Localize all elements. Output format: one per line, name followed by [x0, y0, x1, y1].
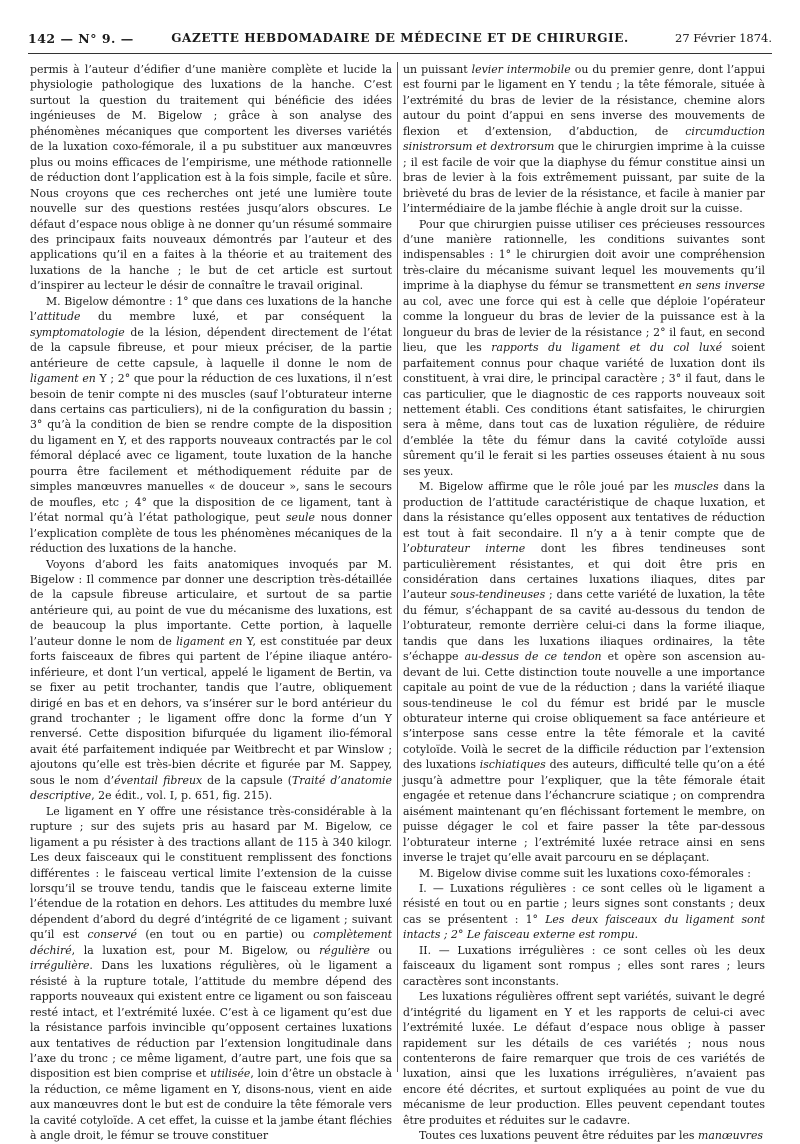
paragraph: Toutes ces luxations peuvent être réduites par les manœuvres [419, 1129, 764, 1143]
paragraph: M. Bigelow démontre : 1° que dans ces luxations de la hanche l’attitude du membre luxé, et par conséquent la symptomatologie de la lésion, dépendent directement de l’état de la capsule fibreuse, et pour mieux préciser, de la partie antérieure de cette capsule, à laquelle il donne le nom de ligament en Y ; 2° que pour la réduction de ces luxations, il n’est besoin de tenir compte ni des muscles (sauf l’obturateur interne dans certains cas particuliers), ni de la configuration du bassin ; 3° qu’à la condition de bien se rendre compte de la disposition du ligament en Y, et des rapports nouveaux contractés par le col fémoral déplacé avec ce ligament, toute luxation de la hanche pourra être facilement et méthodiquement réduite par de simples manœuvres manuelles « de douceur », sans le secours de moufles, etc ; 4° que la disposition de ce ligament, tant à l’état normal qu’à l’état pathologique, peut seule nous donner l’explication complète de tous les phénomènes mécaniques de la réduction des luxations de la hanche. [30, 294, 392, 556]
paragraph: Les luxations régulières offrent sept variétés, suivant le degré d’intégrité du ligament en Y et les rapports de celui-ci avec l’extrémité luxée. Le défaut d’espace nous oblige à passer rapidement sur les détails de ces variétés ; nous nous contenterons de faire remarquer que trois de ces variétés de luxation, ainsi que les luxations irrégulières, n’avaient pas encore été décrites, et surtout expliquées au point de vue du mécanisme de leur production. Elles peuvent cependant toutes être produites et réduites sur le cadavre. [403, 990, 765, 1127]
header-rule [28, 53, 772, 54]
paragraph: II. — Luxations irrégulières : ce sont celles où les deux faisceaux du ligament sont rompus ; elles sont rares ; leurs caractères sont inconstants. [403, 943, 765, 988]
left-column [30, 62, 393, 1143]
paragraph: Voyons d’abord les faits anatomiques invoqués par M. Bigelow : Il commence par donner une description très-détaillée de la capsule fibreuse articulaire, et surtout de sa partie antérieure qui, au point de vue du mécanisme des luxations, est de beaucoup la plus importante. Cette portion, à laquelle l’auteur donne le nom de ligament en Y, est constituée par deux forts faisceaux de fibres qui partent de l’épine iliaque antéro-inférieure, et dont l’un vertical, appelé le ligament de Bertin, va se fixer au petit trochanter, tandis que l’autre, obliquement dirigé en bas et en dehors, va s’insérer sur le bord antérieur du grand trochanter ; le ligament offre donc la forme d’un Y renversé. Cette disposition bifurquée du ligament ilio-fémoral avait été parfaitement indiquée par Weitbrecht et par Winslow ; ajoutons qu’elle est très-bien décrite et figurée par M. Sappey, sous le nom d’éventail fibreux de la capsule (Traité d’anatomie descriptive, 2e édit., vol. I, p. 651, fig. 215). [30, 557, 393, 803]
running-header [28, 22, 772, 54]
journal-title: GAZETTE HEBDOMADAIRE DE MÉDECINE ET DE CHIRURGIE. [171, 31, 629, 45]
paragraph: Pour que chirurgien puisse utiliser ces précieuses ressources d’une manière rationnelle, les conditions suivantes sont indispensables : 1° le chirurgien doit avoir une compréhension très-claire du mécanisme suivant lequel les mouvements qu’il imprime à la diaphyse du fémur se transmettent en sens inverse au col, avec une force qui est à celle que déploie l’opérateur comme la longueur du bras de levier de la puissance est à la longueur du bras de levier de la résistance ; 2° il faut, en second lieu, que les rapports du ligament et du col luxé soient parfaitement connus pour chaque variété de luxation dont ils constituent, à vrai dire, le principal caractère ; 3° il faut, dans le cas particulier, que le diagnostic de ces rapports nouveaux soit nettement établi. Ces conditions étant satisfaites, le chirurgien sera à même, dans tout cas de luxation régulière, de réduire d’emblée la tête du fémur dans la cavité cotyloïde aussi sûrement qu’il le ferait si les parties osseuses étaient à nu sous ses yeux. [403, 217, 765, 478]
paragraph: Le ligament en Y offre une résistance très-considérable à la rupture ; sur des sujets pris au hasard par M. Bigelow, ce ligament a pu résister à des tractions allant de 115 à 340 kilogr. Les deux faisceaux qui le constituent remplissent des fonctions différentes : le faisceau vertical limite l’extension de la cuisse lorsqu’il se trouve tendu, tandis que le faisceau externe limite l’étendue de la rotation en dehors. Les attitudes du membre luxé dépendent d’abord du degré d’intégrité de ce ligament ; suivant qu’il est conservé (en tout ou en partie) ou complètement déchiré, la luxation est, pour M. Bigelow, ou régulière ou irrégulière. Dans les luxations régulières, où le ligament a résisté à la rupture totale, l’attitude du membre dépend des rapports nouveaux qui existent entre ce ligament ou son faisceau resté intact, et l’extrémité luxée. C’est à ce ligament qu’est due la résistance parfois invincible qu’opposent certaines luxations aux tentatives de réduction par l’extension longitudinale dans l’axe du tronc ; ce même ligament, d’autre part, une fois que sa disposition est bien comprise et utilisée, loin d’être un obstacle à la réduction, ce même ligament en Y, disons-nous, vient en aide aux manœuvres dont le but est de conduire la tête fémorale vers la cavité cotyloïde. A cet effet, la cuisse et la jambe étant fléchies à angle droit, le fémur se trouve constituer [30, 804, 393, 1143]
issue-number: — N° 9. — [60, 31, 134, 46]
paragraph: I. — Luxations régulières : ce sont celles où le ligament a résisté en tout ou en partie ; leurs signes sont constants ; deux cas se présentent : 1° Les deux faisceaux du ligament sont intacts ; 2° Le faisceau externe est rompu. [403, 882, 765, 942]
paragraph: un puissant levier intermobile ou du premier genre, dont l’appui est fourni par le ligament en Y tendu ; la tête fémorale, située à l’extrémité du bras de levier de la résistance, chemine alors autour du point d’appui en sens inverse des mouvements de flexion et d’extension, d’abduction, de circumduction sinistrorsum et dextrorsum que le chirurgien imprime à la cuisse ; il est facile de voir que la diaphyse du fémur constitue ainsi un bras de levier à la fois extrêmement puissant, par suite de la brièveté du bras de levier de la résistance, et facile à manier par l’intermédiaire de la jambe fléchie à angle droit sur la cuisse. [403, 63, 765, 216]
issue-date: 27 Février 1874. [675, 31, 772, 45]
right-column [403, 62, 766, 1143]
paragraph: M. Bigelow divise comme suit les luxations coxo-fémorales : [419, 866, 751, 880]
paragraph: M. Bigelow affirme que le rôle joué par les muscles dans la production de l’attitude caractéristique de chaque luxation, et dans la résistance qu’elles opposent aux tentatives de réduction est tout à fait secondaire. Il n’y a à tenir compte que de l’obturateur interne dont les fibres tendineuses sont particulièrement résistantes, et qui doit être pris en considération dans certaines luxations iliaques, dites par l’auteur sous-tendineuses ; dans cette variété de luxation, la tête du fémur, s’échappant de sa cavité au-dessous du tendon de l’obturateur, remonte derrière celui-ci dans la forme iliaque, tandis que dans les luxations iliaques ordinaires, la tête s’échappe au-dessus de ce tendon et opère son ascension au-devant de lui. Cette distinction toute nouvelle a une importance capitale au point de vue de la réduction ; dans la variété iliaque sous-tendineuse le col du fémur est bridé par le muscle obturateur interne qui croise obliquement sa face antérieure et s’interpose sans cesse entre la tête fémorale et la cavité cotyloïde. Voilà le secret de la difficile réduction par l’extension des luxations ischiatiques des auteurs, difficulté telle qu’on a été jusqu’à admettre pour l’expliquer, que la tête fémorale était engagée et retenue dans l’échancrure sciatique ; on comprendra aisément maintenant qu’en fléchissant fortement le membre, on puisse dégager le col et faire passer la tête par-dessous l’obturateur interne ; l’extrémité luxée retrace ainsi en sens inverse le trajet qu’elle avait parcouru en se déplaçant. [403, 480, 766, 865]
column-divider [397, 62, 398, 1072]
paragraph: permis à l’auteur d’édifier d’une manière complète et lucide la physiologie pathologique des luxations de la hanche. C’est surtout la question du traitement qui bénéficie des idées ingénieuses de M. Bigelow ; grâce à son analyse des phénomènes mécaniques que comportent les diverses variétés de la luxation coxo-fémorale, il a pu substituer aux manœuvres plus ou moins efficaces de l’empirisme, une méthode rationnelle de réduction dont l’application est à la fois simple, facile et sûre. Nous croyons que ces recherches ont jeté une lumière toute nouvelle sur des questions restées jusqu’alors obscures. Le défaut d’espace nous oblige à ne donner qu’un résumé sommaire des principaux faits nouveaux démontrés par l’auteur et des applications qu’il en a faites à la théorie et au traitement des luxations de la hanche ; le but de cet article est surtout d’inspirer au lecteur le désir de connaître le travail original. [30, 63, 392, 293]
page-number: 142 — N° 9. — [28, 31, 134, 46]
